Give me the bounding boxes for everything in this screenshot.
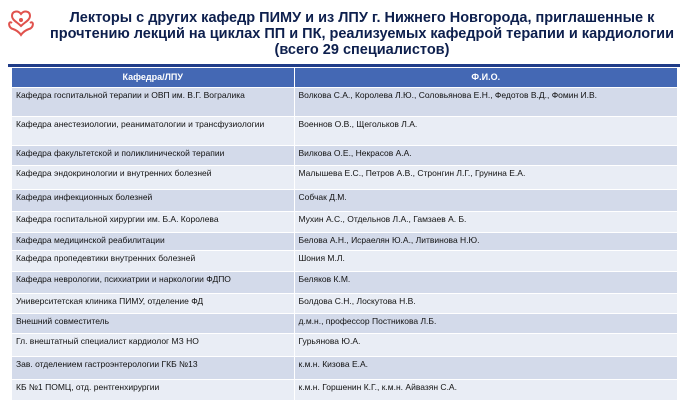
department-cell: Университетская клиника ПИМУ, отделение ФД [12,293,294,313]
table-row [12,232,678,250]
department-cell: Внешний совместитель [12,313,294,333]
page-title: Лекторы с других кафедр ПИМУ и из ЛПУ г. Нижнего Новгорода, приглашенные к прочтению лекций на циклах ПП и ПК, реализуемых кафедрой терапии и кардиологии (всего 29 специалистов) [50,10,674,58]
department-cell: Гл. внештатный специалист кардиолог МЗ НО [12,333,294,356]
table-row [12,145,678,165]
table-row [12,313,678,333]
names-cell: Беляков К.М. [294,271,678,293]
names-cell: Болдова С.Н., Лоскутова Н.В. [294,293,678,313]
department-cell: Кафедра медицинской реабилитации [12,232,294,250]
names-cell: Белова А.Н., Исраелян Ю.А., Литвинова Н.Ю. [294,232,678,250]
table-row [12,356,678,379]
table-row [12,271,678,293]
table-row [12,250,678,271]
names-cell: Мухин А.С., Отдельнов Л.А., Гамзаев А. Б. [294,211,678,232]
names-cell: Военнов О.В., Щегольков Л.А. [294,116,678,145]
names-cell: Собчак Д.М. [294,189,678,211]
names-cell: к.м.н. Кизова Е.А. [294,356,678,379]
names-cell: Шония М.Л. [294,250,678,271]
department-cell: Кафедра инфекционных болезней [12,189,294,211]
names-cell: к.м.н. Горшенин К.Г., к.м.н. Айвазян С.А. [294,379,678,400]
department-cell: КБ №1 ПОМЦ, отд. рентгенхирургии [12,379,294,400]
table-row [12,211,678,232]
table-row [12,379,678,400]
table-row [12,165,678,189]
department-cell: Кафедра факультетской и поликлинической терапии [12,145,294,165]
department-cell: Кафедра неврологии, психиатрии и наркологии ФДПО [12,271,294,293]
names-cell: д.м.н., профессор Постникова Л.Б. [294,313,678,333]
names-cell: Вилкова О.Е., Некрасов А.А. [294,145,678,165]
table-header-row [12,68,678,87]
department-cell: Кафедра госпитальной терапии и ОВП им. В.Г. Вогралика [12,87,294,116]
department-cell: Кафедра анестезиологии, реаниматологии и трансфузиологии [12,116,294,145]
table-row [12,293,678,313]
department-cell: Кафедра пропедевтики внутренних болезней [12,250,294,271]
table-row [12,333,678,356]
department-cell: Зав. отделением гастроэнтерологии ГКБ №13 [12,356,294,379]
lecturers-table [12,68,678,400]
names-cell: Гурьянова Ю.А. [294,333,678,356]
column-header-department: Кафедра/ЛПУ [12,68,294,87]
column-header-name: Ф.И.О. [294,68,678,87]
table-row [12,116,678,145]
department-cell: Кафедра госпитальной хирургии им. Б.А. Королева [12,211,294,232]
names-cell: Малышева Е.С., Петров А.В., Стронгин Л.Г., Грунина Е.А. [294,165,678,189]
names-cell: Волкова С.А., Королева Л.Ю., Соловьянова Е.Н., Федотов В.Д., Фомин И.В. [294,87,678,116]
table-row [12,87,678,116]
table-row [12,189,678,211]
title-divider [8,64,680,67]
department-cell: Кафедра эндокринологии и внутренних болезней [12,165,294,189]
